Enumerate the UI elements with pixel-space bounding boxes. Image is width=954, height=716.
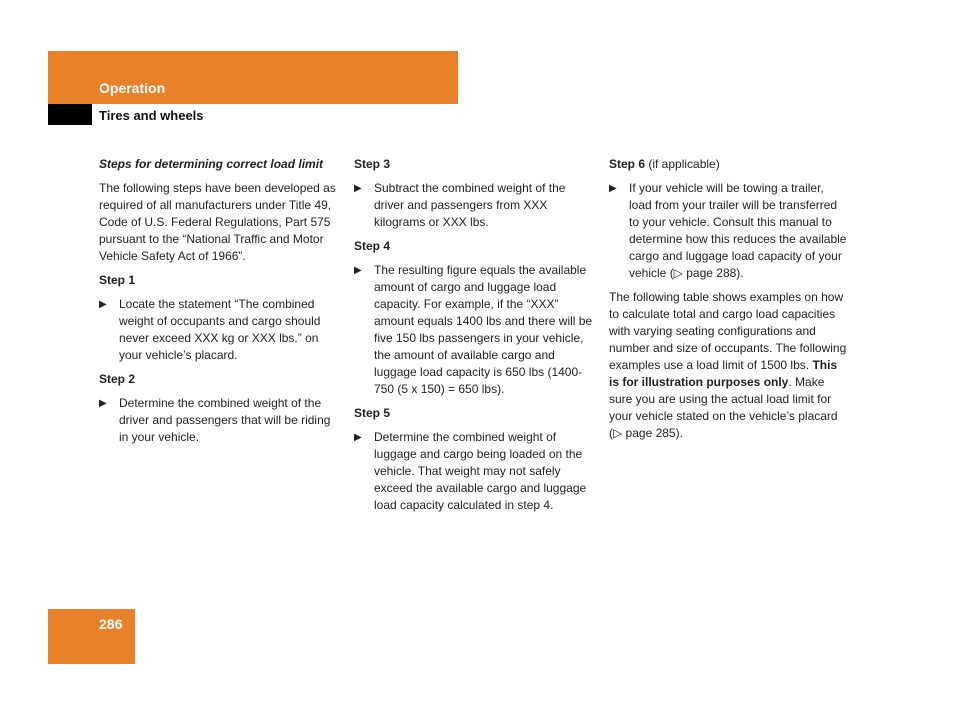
- section-marker-tab: [48, 104, 92, 125]
- arrow-bullet-icon: ▶: [99, 398, 107, 409]
- arrow-bullet-icon: ▶: [354, 265, 362, 276]
- column-3: [609, 156, 849, 449]
- step-1-title: Step 1: [99, 273, 136, 287]
- step-5-title: Step 5: [354, 406, 391, 420]
- arrow-bullet-icon: ▶: [99, 299, 107, 310]
- examples-paragraph: [609, 289, 849, 442]
- step-6-label: Step 6: [609, 157, 646, 171]
- step-4-bullet: [354, 262, 594, 398]
- illustration-note: This is for illustration purposes only: [609, 358, 838, 389]
- column-1: [99, 156, 339, 453]
- step-6-bullet: [609, 180, 849, 282]
- header-band: [48, 51, 458, 104]
- step-3-text: Subtract the combined weight of the driver and passengers from XXX kilograms or XXX lbs.: [374, 181, 566, 229]
- column-2: [354, 156, 594, 521]
- load-limit-heading: Steps for determining correct load limit: [99, 157, 324, 171]
- examples-text-a: The following table shows examples on how to calculate total and cargo load capacities with varying seating configurations and number and size of occupants. The following examples use a load limit of 1500 lbs.: [609, 290, 847, 372]
- step-6-suffix: (if applicable): [645, 157, 720, 171]
- arrow-bullet-icon: ▶: [354, 432, 362, 443]
- step-3-title: Step 3: [354, 157, 391, 171]
- arrow-bullet-icon: ▶: [609, 183, 617, 194]
- step-6-text: If your vehicle will be towing a trailer, load from your trailer will be transferred to your vehicle. Consult this manual to determine how this reduces the available cargo and luggage load capacity of your vehicle (▷ page 288).: [629, 181, 847, 280]
- subsection-title: Tires and wheels: [99, 108, 204, 123]
- step-4-title: Step 4: [354, 239, 391, 253]
- step-6-title: [609, 156, 849, 173]
- step-3-bullet: [354, 180, 594, 231]
- step-2-bullet: [99, 395, 339, 446]
- step-5-text: Determine the combined weight of luggage and cargo being loaded on the vehicle. That weight may not safely exceed the available cargo and luggage load capacity calculated in step 4.: [374, 430, 587, 512]
- step-2-text: Determine the combined weight of the driver and passengers that will be riding in your vehicle.: [119, 396, 331, 444]
- page-number: 286: [99, 616, 123, 632]
- examples-text-b: . Make sure you are using the actual load limit for your vehicle stated on the vehicle’s placard (▷ page 285).: [609, 375, 838, 440]
- arrow-bullet-icon: ▶: [354, 183, 362, 194]
- step-2-title: Step 2: [99, 372, 136, 386]
- step-1-text: Locate the statement “The combined weight of occupants and cargo should never exceed XXX kg or XXX lbs.” on your vehicle’s placard.: [119, 297, 321, 362]
- step-5-bullet: [354, 429, 594, 514]
- section-title: Operation: [99, 80, 166, 96]
- step-1-bullet: [99, 296, 339, 364]
- intro-paragraph: The following steps have been developed as required of all manufacturers under Title 49, Code of U.S. Federal Regulations, Part 575 pursuant to the “National Traffic and Motor Vehicle Safety Act of 1966”.: [99, 181, 336, 263]
- step-4-text: The resulting figure equals the available amount of cargo and luggage load capacity. For example, if the “XXX” amount equals 1400 lbs and there will be five 150 lbs passengers in your vehicle, the amount of available cargo and luggage load capacity is 650 lbs (1400-750 (5 x 150) = 650 lbs).: [374, 263, 593, 396]
